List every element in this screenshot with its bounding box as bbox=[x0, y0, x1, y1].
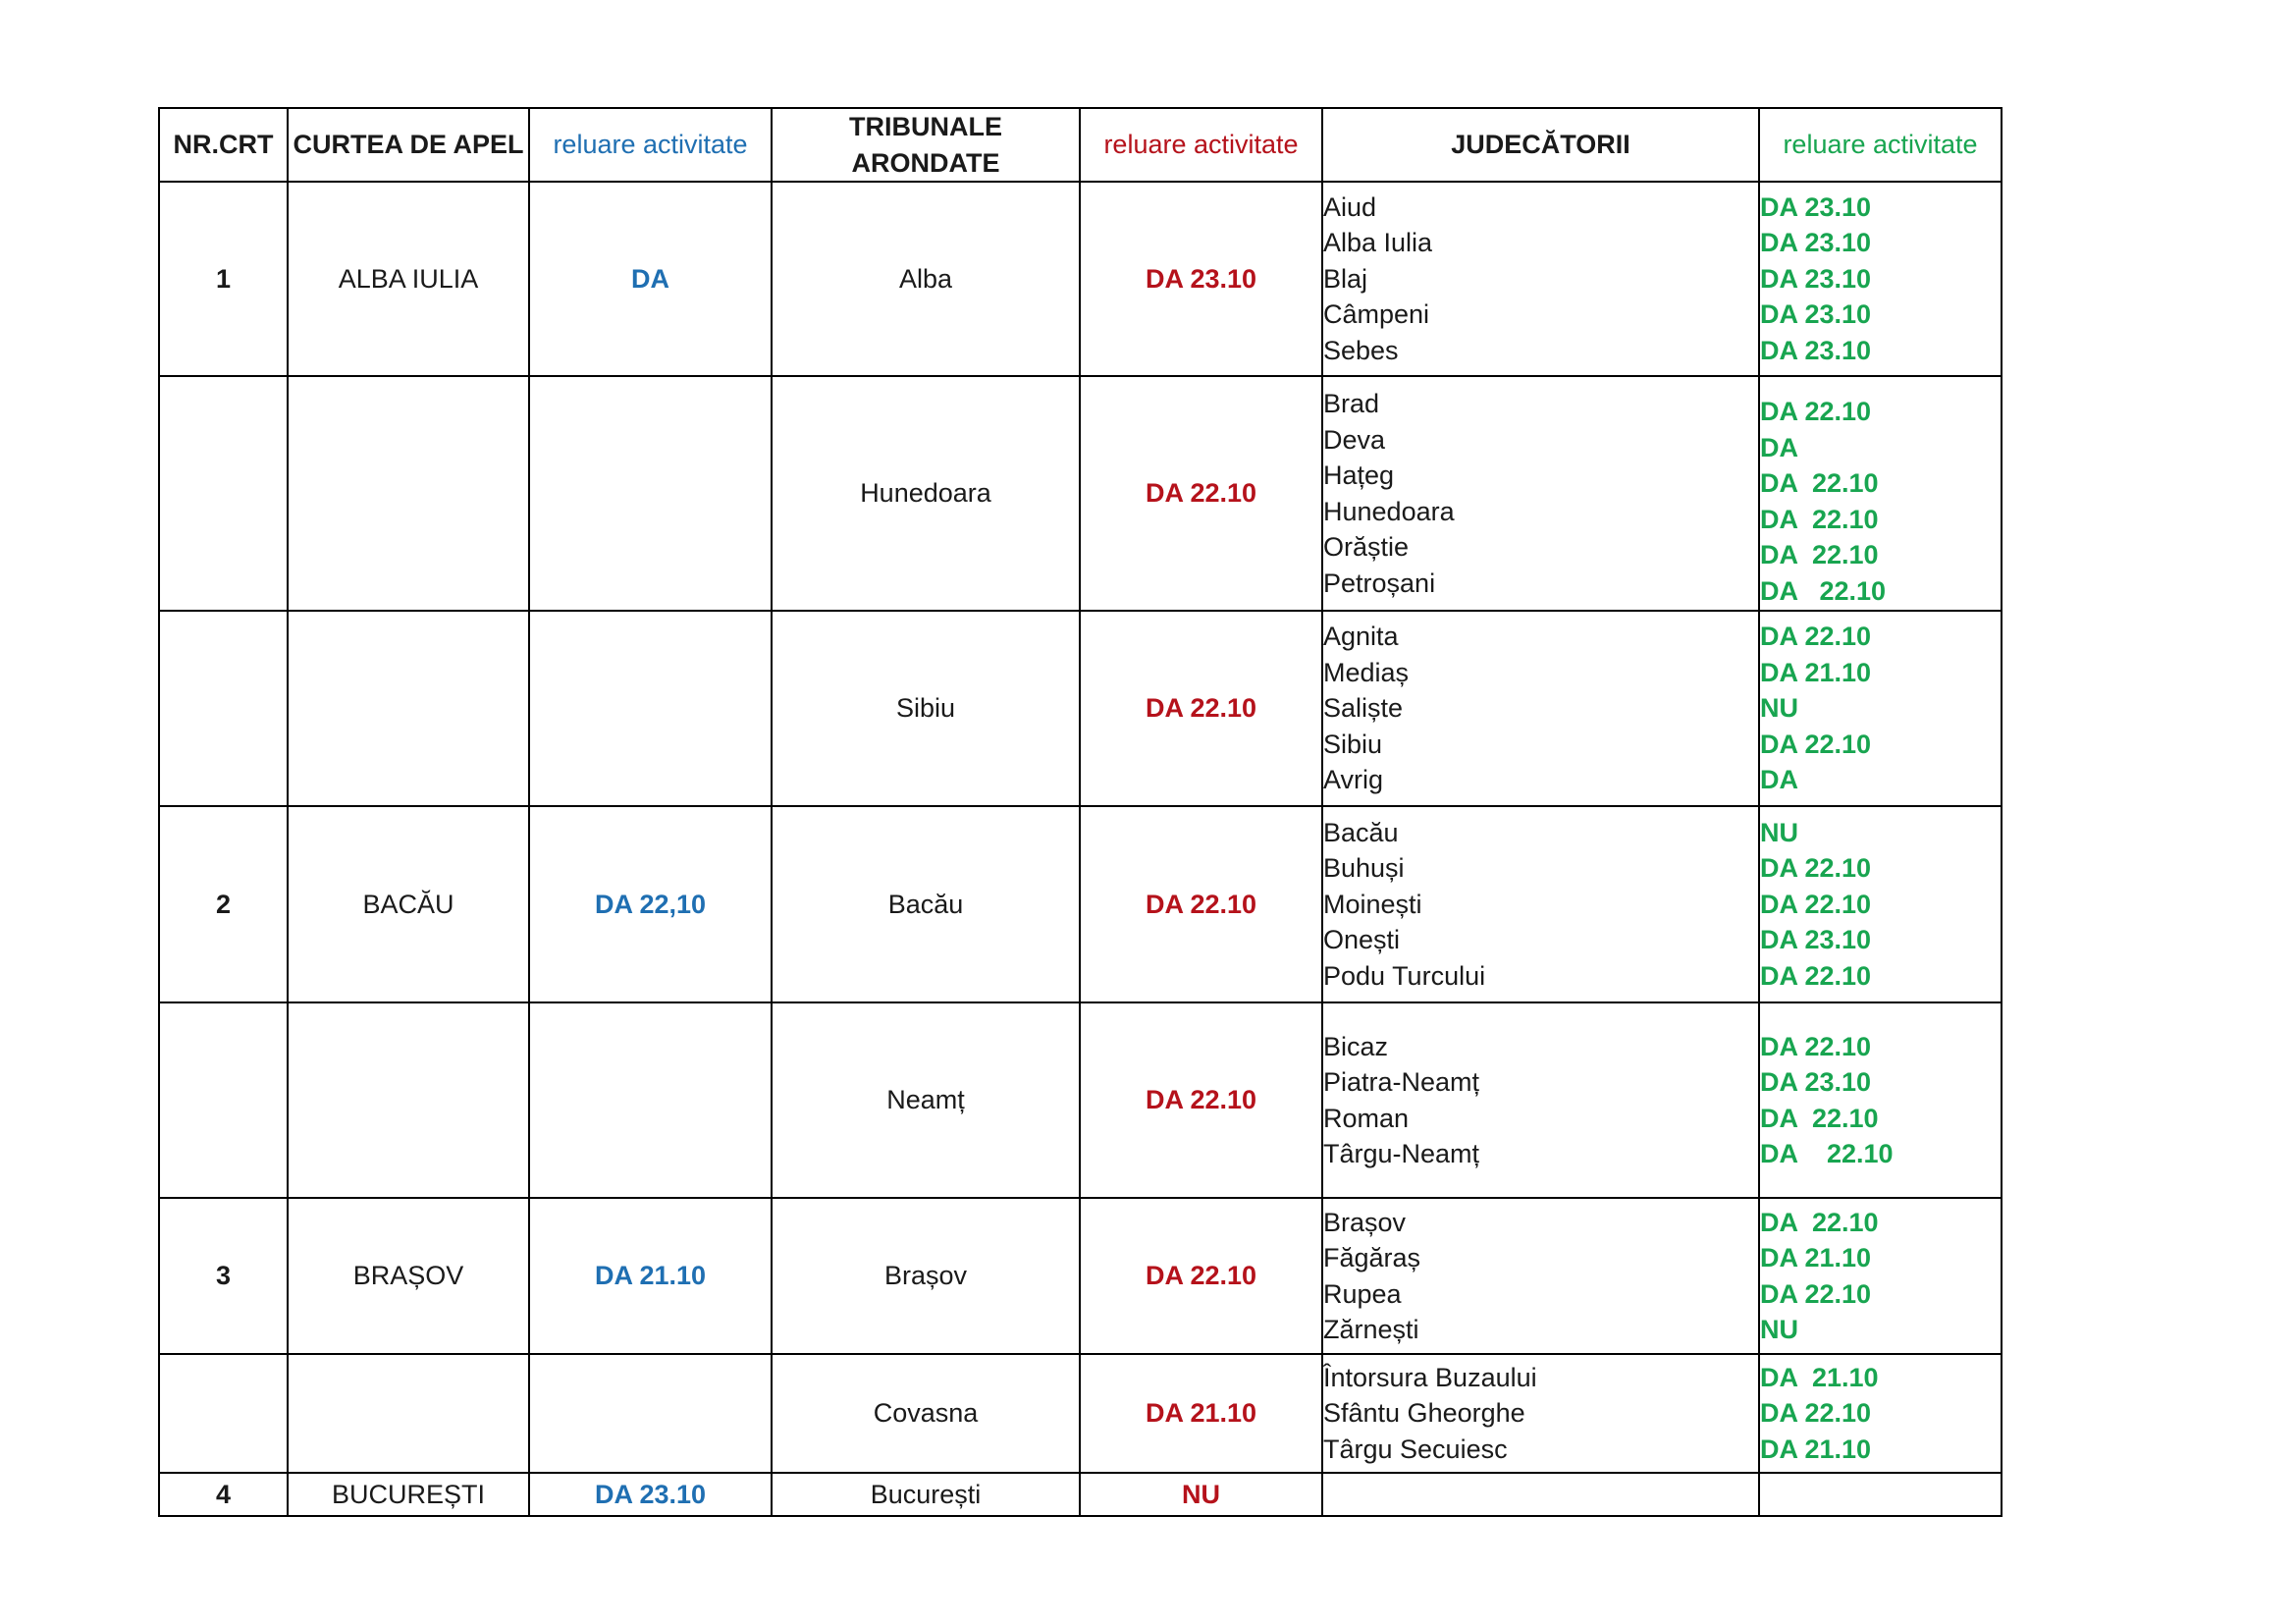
judecatorie-status: DA 22.10 bbox=[1760, 729, 1872, 759]
nr-crt-cell bbox=[159, 1002, 288, 1198]
judecatorie-status: DA 23.10 bbox=[1760, 335, 1872, 365]
judecatorie-name: Brașov bbox=[1323, 1207, 1407, 1237]
curtea-de-apel-cell bbox=[288, 1354, 529, 1473]
curtea-de-apel-cell: ALBA IULIA bbox=[288, 182, 529, 376]
judecatorie-status: DA 22.10 bbox=[1760, 1031, 1872, 1061]
judecatorie-name: Roman bbox=[1323, 1103, 1410, 1133]
judecatorie-status: DA 21.10 bbox=[1760, 1434, 1872, 1464]
curtea-de-apel-cell: BRAȘOV bbox=[288, 1198, 529, 1354]
judecatorie-status: DA bbox=[1760, 765, 1798, 795]
curte-status-cell bbox=[529, 1002, 772, 1198]
judecatorie-status: DA 23.10 bbox=[1760, 925, 1872, 955]
judecatorie-status: DA 22.10 bbox=[1760, 1207, 1879, 1237]
table-row bbox=[159, 1002, 2002, 1198]
judecatorie-name: Podu Turcului bbox=[1323, 960, 1486, 991]
judecatorii-cell bbox=[1322, 806, 1759, 1002]
nr-crt-cell bbox=[159, 1354, 288, 1473]
judecatorie-status: DA 22.10 bbox=[1760, 575, 1887, 606]
curtea-de-apel-cell bbox=[288, 611, 529, 806]
header-row bbox=[159, 108, 2002, 182]
tribunal-cell: Alba bbox=[772, 182, 1080, 376]
curte-status-cell bbox=[529, 1354, 772, 1473]
judecatorie-name: Blaj bbox=[1323, 263, 1368, 294]
judecatorie-name: Moinești bbox=[1323, 889, 1422, 919]
judecatorie-name: Câmpeni bbox=[1323, 299, 1430, 330]
judecatorie-name: Rupea bbox=[1323, 1278, 1402, 1309]
judecatorie-status: DA 21.10 bbox=[1760, 657, 1872, 687]
judecatorie-name: Întorsura Buzaului bbox=[1323, 1362, 1537, 1392]
tribunal-cell: Hunedoara bbox=[772, 376, 1080, 611]
courts-table bbox=[158, 107, 2002, 1517]
judecatorie-name: Brad bbox=[1323, 389, 1380, 418]
header-reluare-judecatorii: reluare activitate bbox=[1759, 108, 2002, 182]
judecatorie-status: DA 22.10 bbox=[1760, 853, 1872, 884]
judecatorie-name: Sfântu Gheorghe bbox=[1323, 1398, 1525, 1429]
tribunal-cell: Neamț bbox=[772, 1002, 1080, 1198]
judecatorie-status: DA 22.10 bbox=[1760, 504, 1879, 534]
judecatorie-status: NU bbox=[1760, 1315, 1798, 1344]
header-judecatorii: JUDECĂTORII bbox=[1322, 108, 1759, 182]
tribunal-status-cell: DA 22.10 bbox=[1080, 611, 1322, 806]
judecatorie-name: Bacău bbox=[1323, 817, 1399, 847]
tribunal-cell: Bacău bbox=[772, 806, 1080, 1002]
judecatorie-name: Petroșani bbox=[1323, 568, 1436, 598]
judecatorie-status: DA 22.10 bbox=[1760, 540, 1879, 569]
judecatorie-name: Buhuși bbox=[1323, 853, 1405, 884]
nr-crt-cell: 2 bbox=[159, 806, 288, 1002]
judecatorie-name: Sibiu bbox=[1323, 729, 1383, 759]
tribunal-status-cell: DA 22.10 bbox=[1080, 376, 1322, 611]
tribunal-status-cell: DA 21.10 bbox=[1080, 1354, 1322, 1473]
nr-crt-cell bbox=[159, 611, 288, 806]
judecatorie-status: DA 22.10 bbox=[1760, 397, 1872, 426]
table-row bbox=[159, 1354, 2002, 1473]
judecatorie-status: DA 23.10 bbox=[1760, 191, 1872, 222]
judecatorie-name: Avrig bbox=[1323, 765, 1384, 795]
judecatorie-status: DA 22.10 bbox=[1760, 1398, 1872, 1429]
judecatorie-name: Onești bbox=[1323, 925, 1401, 955]
judecatorie-status: DA 23.10 bbox=[1760, 299, 1872, 330]
judecatorie-status: DA 22.10 bbox=[1760, 468, 1879, 498]
tribunal-cell: Sibiu bbox=[772, 611, 1080, 806]
judecatorii-status-cell bbox=[1759, 611, 2002, 806]
judecatorie-status: NU bbox=[1760, 693, 1798, 724]
table-row bbox=[159, 611, 2002, 806]
judecatorii-status-cell bbox=[1759, 1473, 2002, 1516]
nr-crt-cell: 3 bbox=[159, 1198, 288, 1354]
tribunal-status-cell: NU bbox=[1080, 1473, 1322, 1516]
judecatorii-cell bbox=[1322, 611, 1759, 806]
table-row bbox=[159, 182, 2002, 376]
judecatorie-status: DA 23.10 bbox=[1760, 228, 1872, 258]
judecatorii-status-cell bbox=[1759, 1354, 2002, 1473]
table-row bbox=[159, 1473, 2002, 1516]
table-row bbox=[159, 806, 2002, 1002]
table-row bbox=[159, 1198, 2002, 1354]
judecatorie-name: Agnita bbox=[1323, 622, 1399, 652]
judecatorii-cell bbox=[1322, 182, 1759, 376]
judecatorie-status: DA 22.10 bbox=[1760, 1139, 1894, 1168]
judecatorie-status: DA 22.10 bbox=[1760, 960, 1872, 991]
judecatorie-name: Piatra-Neamț bbox=[1323, 1067, 1480, 1097]
curtea-de-apel-cell bbox=[288, 376, 529, 611]
curtea-de-apel-cell: BACĂU bbox=[288, 806, 529, 1002]
nr-crt-cell bbox=[159, 376, 288, 611]
table-row bbox=[159, 376, 2002, 611]
header-reluare-tribunal: reluare activitate bbox=[1080, 108, 1322, 182]
curte-status-cell: DA bbox=[529, 182, 772, 376]
judecatorie-name: Saliște bbox=[1323, 693, 1404, 724]
judecatorii-cell bbox=[1322, 376, 1759, 611]
judecatorii-status-cell bbox=[1759, 376, 2002, 611]
nr-crt-cell: 4 bbox=[159, 1473, 288, 1516]
tribunal-status-cell: DA 22.10 bbox=[1080, 806, 1322, 1002]
curte-status-cell: DA 22,10 bbox=[529, 806, 772, 1002]
judecatorii-status-cell bbox=[1759, 1198, 2002, 1354]
judecatorie-status: DA 23.10 bbox=[1760, 263, 1872, 294]
judecatorie-status: DA 22.10 bbox=[1760, 1278, 1872, 1309]
judecatorii-cell bbox=[1322, 1002, 1759, 1198]
judecatorie-name: Deva bbox=[1323, 424, 1386, 455]
judecatorii-status-cell bbox=[1759, 182, 2002, 376]
tribunal-status-cell: DA 23.10 bbox=[1080, 182, 1322, 376]
judecatorie-name: Hațeg bbox=[1323, 460, 1395, 490]
curte-status-cell bbox=[529, 611, 772, 806]
judecatorie-status: DA 22.10 bbox=[1760, 889, 1872, 919]
judecatorie-name: Mediaș bbox=[1323, 657, 1410, 687]
judecatorie-name: Aiud bbox=[1323, 191, 1377, 222]
curtea-de-apel-cell: BUCUREȘTI bbox=[288, 1473, 529, 1516]
judecatorie-name: Zărnești bbox=[1323, 1315, 1419, 1344]
judecatorie-status: DA 22.10 bbox=[1760, 1103, 1879, 1133]
judecatorie-name: Făgăraș bbox=[1323, 1243, 1421, 1272]
judecatorii-status-cell bbox=[1759, 806, 2002, 1002]
header-tribunale: TRIBUNALE ARONDATE bbox=[772, 108, 1080, 182]
tribunal-cell: Covasna bbox=[772, 1354, 1080, 1473]
judecatorie-status: DA 22.10 bbox=[1760, 622, 1872, 652]
curtea-de-apel-cell bbox=[288, 1002, 529, 1198]
curte-status-cell: DA 21.10 bbox=[529, 1198, 772, 1354]
judecatorie-name: Hunedoara bbox=[1323, 496, 1455, 526]
judecatorii-cell bbox=[1322, 1198, 1759, 1354]
tribunal-status-cell: DA 22.10 bbox=[1080, 1002, 1322, 1198]
judecatorie-name: Bicaz bbox=[1323, 1031, 1389, 1061]
judecatorii-status-cell bbox=[1759, 1002, 2002, 1198]
judecatorie-status: NU bbox=[1760, 817, 1798, 847]
judecatorie-name: Alba Iulia bbox=[1323, 228, 1433, 258]
judecatorie-status: DA 21.10 bbox=[1760, 1362, 1879, 1392]
tribunal-cell: Brașov bbox=[772, 1198, 1080, 1354]
tribunal-status-cell: DA 22.10 bbox=[1080, 1198, 1322, 1354]
curte-status-cell bbox=[529, 376, 772, 611]
judecatorii-cell bbox=[1322, 1473, 1759, 1516]
curte-status-cell: DA 23.10 bbox=[529, 1473, 772, 1516]
judecatorii-cell bbox=[1322, 1354, 1759, 1473]
header-reluare-curte: reluare activitate bbox=[529, 108, 772, 182]
nr-crt-cell: 1 bbox=[159, 182, 288, 376]
judecatorie-status: DA bbox=[1760, 432, 1798, 462]
judecatorie-status: DA 23.10 bbox=[1760, 1067, 1872, 1097]
judecatorie-name: Sebes bbox=[1323, 335, 1399, 365]
header-nr-crt: NR.CRT bbox=[159, 108, 288, 182]
judecatorie-name: Târgu Secuiesc bbox=[1323, 1434, 1508, 1464]
judecatorie-status: DA 21.10 bbox=[1760, 1243, 1872, 1272]
judecatorie-name: Târgu-Neamț bbox=[1323, 1139, 1480, 1168]
header-curtea-de-apel: CURTEA DE APEL bbox=[288, 108, 529, 182]
tribunal-cell: București bbox=[772, 1473, 1080, 1516]
judecatorie-name: Orăștie bbox=[1323, 532, 1410, 562]
